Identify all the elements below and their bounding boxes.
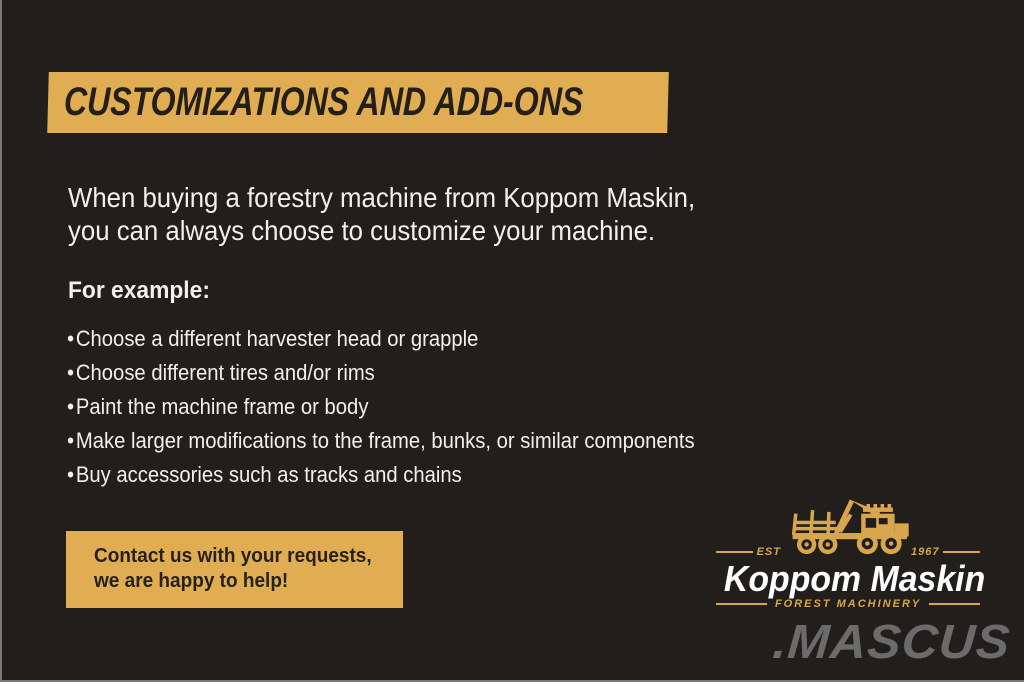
list-item-text: Choose a different harvester head or grapple [75, 326, 479, 351]
bullet-icon: • [67, 462, 75, 487]
bullet-icon: • [67, 326, 75, 351]
list-item [67, 458, 695, 492]
contact-box [66, 531, 403, 608]
bullet-icon: • [67, 360, 75, 385]
contact-line-2: we are happy to help! [94, 570, 289, 592]
list-item-text: Paint the machine frame or body [75, 394, 369, 419]
logo-tagline-row [716, 598, 980, 610]
tagline-rule-left [716, 603, 767, 605]
page-title: CUSTOMIZATIONS AND ADD-ONS [63, 80, 584, 124]
list-item-text: Choose different tires and/or rims [75, 360, 375, 385]
tagline-rule-right [929, 603, 980, 605]
examples-heading: For example: [68, 277, 210, 304]
intro-line-2: you can always choose to customize your machine. [68, 215, 656, 246]
contact-line-1: Contact us with your requests, [94, 545, 372, 567]
bullet-icon: • [67, 394, 75, 419]
list-item [67, 322, 695, 356]
logo-rule-left [716, 551, 753, 553]
list-item-text: Buy accessories such as tracks and chains [75, 462, 462, 487]
logo-est-label: EST [756, 546, 781, 558]
logo-rule-right [943, 551, 980, 553]
logo-tagline: FOREST MACHINERY [774, 598, 922, 610]
list-item [67, 424, 695, 458]
mascus-watermark: .MASCUS [770, 616, 1012, 669]
koppom-maskin-logo [716, 494, 986, 618]
list-item [67, 390, 695, 424]
list-item-text: Make larger modifications to the frame, bunks, or similar components [75, 428, 695, 453]
logo-name: Koppom Maskin [723, 558, 986, 599]
bullet-icon: • [67, 428, 75, 453]
logo-est-row [716, 546, 980, 558]
logo-year: 1967 [910, 546, 940, 558]
intro-line-1: When buying a forestry machine from Koppom Maskin, [68, 182, 696, 213]
intro-text [68, 181, 695, 247]
list-item [67, 356, 695, 390]
examples-list [67, 322, 695, 492]
title-banner [47, 72, 669, 133]
